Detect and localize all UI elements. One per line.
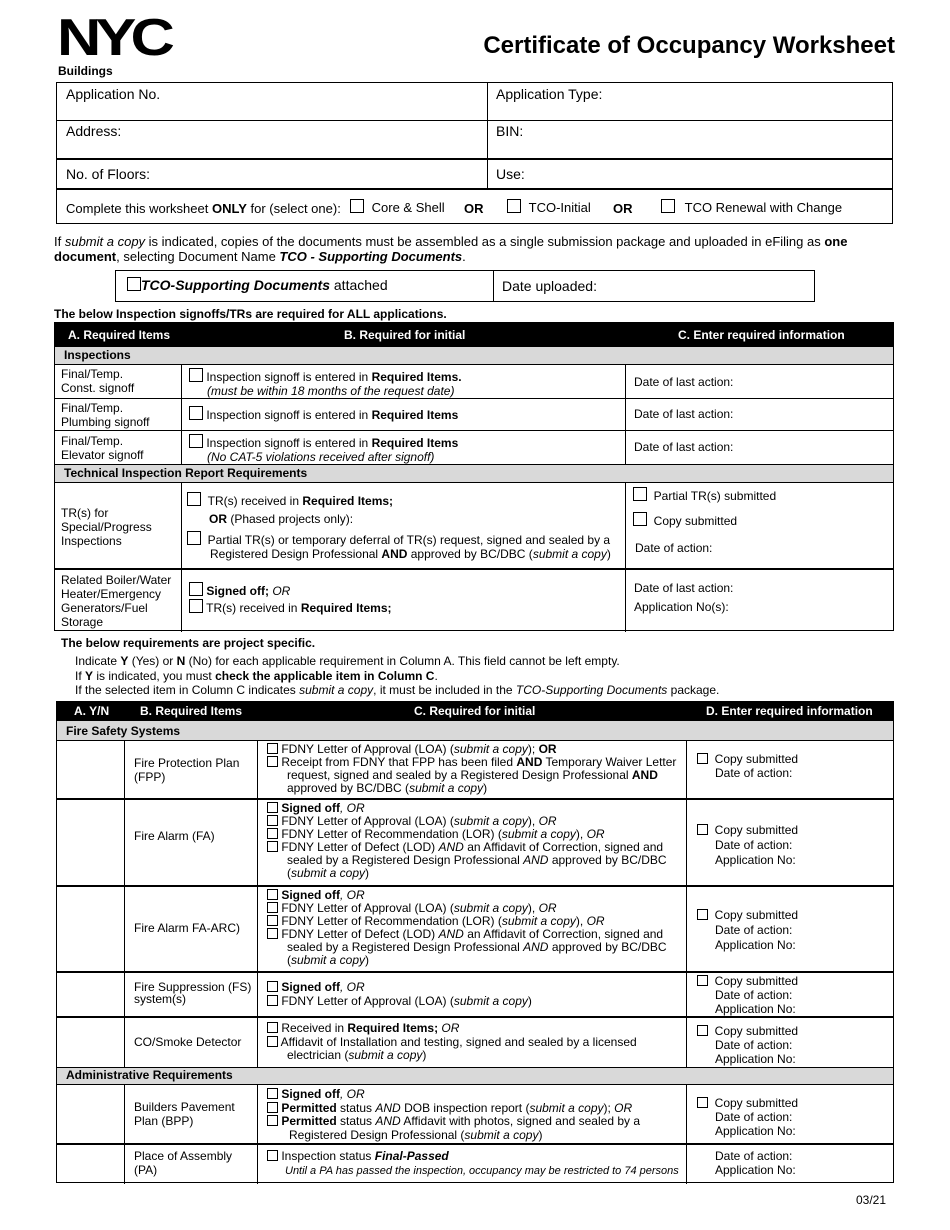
fa-requirement: Signed off, OR FDNY Letter of Approval (LOA) (submit a copy), OR FDNY Letter of Recommendation (LOR) (submit a copy), OR FDNY Letter of Defect (LOD) AND an Affidavit of Correction, signed and sealed by a Registered Design Professional AND approved by BC/DBC (submit a copy)	[267, 802, 667, 880]
col-c-header: C. Enter required information	[678, 328, 845, 342]
section2-instructions: Indicate Y (Yes) or N (No) for each applicable requirement in Column A. This field cannot be left empty. If Y is indicated, you must check the applicable item in Column C. If the selected item in Column C indicates submit a copy, it must be included in the TCO-Supporting Documents package.	[75, 654, 720, 697]
const-date-field[interactable]: Date of last action:	[634, 375, 734, 389]
yn-fa-field[interactable]	[59, 801, 122, 883]
bpp-date-field[interactable]: Date of action:	[715, 1110, 793, 1124]
col-initial-header: C. Required for initial	[414, 704, 536, 718]
faarc-lor-checkbox[interactable]	[267, 915, 278, 926]
faarc-loa-checkbox[interactable]	[267, 902, 278, 913]
supporting-docs-checkbox[interactable]	[127, 277, 141, 291]
tr-partial-checkbox[interactable]	[187, 531, 201, 545]
core-shell-label: Core & Shell	[371, 200, 445, 215]
logo-mark: NYC	[57, 9, 169, 67]
col-a-header: A. Required Items	[68, 328, 171, 342]
yn-fpp-field[interactable]	[59, 742, 122, 796]
tr-received-checkbox[interactable]	[187, 492, 201, 506]
fpp-date-field[interactable]: Date of action:	[715, 766, 793, 780]
pa-info	[715, 1149, 796, 1177]
inspections-section-label: Inspections	[64, 348, 131, 362]
co-affidavit-checkbox[interactable]	[267, 1036, 278, 1047]
submit-copy-note: If submit a copy is indicated, copies of the documents must be assembled as a single submission package and uploaded in eFiling as one document, selecting Document Name TCO - Supporting Documents.	[54, 234, 848, 264]
boiler-requirement: Signed off; OR TR(s) received in Required Items;	[189, 582, 392, 616]
floors-field[interactable]: No. of Floors:	[66, 166, 151, 182]
plumbing-signoff-label: Final/Temp. Plumbing signoff	[61, 401, 150, 429]
fs-copy-checkbox[interactable]	[697, 975, 708, 986]
col-info-header: D. Enter required information	[706, 704, 873, 718]
tr-copy-checkbox[interactable]	[633, 512, 647, 526]
worksheet-type-selector: Complete this worksheet ONLY for (select one):	[66, 201, 341, 216]
fpp-copy-checkbox[interactable]	[697, 753, 708, 764]
fpp-info: Copy submitted Date of action:	[697, 752, 798, 780]
tr-info: Partial TR(s) submitted Copy submitted Date of action:	[635, 489, 777, 555]
const-signoff-checkbox[interactable]	[189, 368, 203, 382]
fa-date-field[interactable]: Date of action:	[715, 838, 793, 852]
fire-safety-section-label: Fire Safety Systems	[66, 724, 181, 738]
faarc-info: Copy submitted Date of action: Application No:	[697, 908, 798, 953]
section1-intro: The below Inspection signoffs/TRs are required for ALL applications.	[54, 307, 447, 321]
tco-initial-checkbox[interactable]	[507, 199, 521, 213]
yn-pa-field[interactable]	[59, 1146, 122, 1181]
application-type-field[interactable]: Application Type:	[496, 86, 603, 102]
elevator-date-field[interactable]: Date of last action:	[634, 440, 734, 454]
boiler-date-field[interactable]: Date of last action:	[634, 581, 734, 595]
co-appno-field[interactable]: Application No:	[715, 1052, 796, 1066]
fa-info: Copy submitted Date of action: Application No:	[697, 823, 798, 868]
faarc-signed-checkbox[interactable]	[267, 889, 278, 900]
const-signoff-label: Final/Temp. Const. signoff	[61, 367, 135, 395]
bpp-requirement: Signed off, OR Permitted status AND DOB inspection report (submit a copy); OR Permitted status AND Affidavit with photos, signed and sealed by a Registered Design Professional (submit a copy)	[267, 1088, 640, 1142]
bpp-affidavit-checkbox[interactable]	[267, 1115, 278, 1126]
fa-signed-checkbox[interactable]	[267, 802, 278, 813]
revision-date: 03/21	[856, 1193, 887, 1207]
bpp-copy-checkbox[interactable]	[697, 1097, 708, 1108]
fa-label: Fire Alarm (FA)	[134, 829, 215, 843]
pa-status-checkbox[interactable]	[267, 1150, 278, 1161]
elevator-signoff-checkbox[interactable]	[189, 434, 203, 448]
col-items-header: B. Required Items	[140, 704, 243, 718]
fa-copy-checkbox[interactable]	[697, 824, 708, 835]
fpp-receipt-checkbox[interactable]	[267, 756, 278, 767]
fs-label: Fire Suppression (FS) system(s)	[134, 980, 252, 1006]
fpp-requirement: FDNY Letter of Approval (LOA) (submit a copy); OR Receipt from FDNY that FPP has been filed AND Temporary Waiver Letter request, signed and sealed by a Registered Design Professional AND approved by BC/DBC (submit a copy)	[267, 743, 676, 795]
co-date-field[interactable]: Date of action:	[715, 1038, 793, 1052]
yn-bpp-field[interactable]	[59, 1086, 122, 1141]
col-yn-header: A. Y/N	[74, 704, 110, 718]
address-field[interactable]: Address:	[66, 123, 122, 139]
logo-subtitle: Buildings	[58, 64, 113, 78]
tco-renewal-label: TCO Renewal with Change	[684, 200, 843, 215]
fs-date-field[interactable]: Date of action:	[715, 988, 793, 1002]
co-received-checkbox[interactable]	[267, 1022, 278, 1033]
faarc-label: Fire Alarm FA-ARC)	[134, 921, 241, 935]
project-specific-table	[56, 701, 894, 1183]
use-field[interactable]: Use:	[496, 166, 525, 182]
application-no-field[interactable]: Application No.	[66, 86, 161, 102]
nyc-logo	[57, 9, 175, 78]
elevator-signoff-label: Final/Temp. Elevator signoff	[61, 434, 144, 462]
co-info: Copy submitted Date of action: Application No:	[697, 1024, 798, 1066]
date-uploaded-field[interactable]: Date uploaded:	[502, 278, 597, 294]
fs-requirement: Signed off, OR FDNY Letter of Approval (LOA) (submit a copy)	[267, 980, 532, 1008]
or-label: OR	[464, 201, 484, 216]
tco-initial-label: TCO-Initial	[528, 200, 591, 215]
fa-lor-checkbox[interactable]	[267, 828, 278, 839]
tr-label: TR(s) for Special/Progress Inspections	[61, 506, 152, 548]
page-title: Certificate of Occupancy Worksheet	[483, 32, 895, 59]
pa-label: Place of Assembly (PA)	[134, 1149, 233, 1177]
section2-intro: The below requirements are project specific.	[61, 636, 316, 650]
bpp-info: Copy submitted Date of action: Application No:	[697, 1096, 798, 1138]
faarc-date-field[interactable]: Date of action:	[715, 923, 793, 937]
boiler-signed-checkbox[interactable]	[189, 582, 203, 596]
yn-fs-field[interactable]	[59, 974, 122, 1014]
tr-requirement: TR(s) received in Required Items; OR (Phased projects only): Partial TR(s) or temporary deferral of TR(s) request, signed and sealed by a Registered Design Professional AND approved by BC/DBC (submit a copy)	[187, 492, 611, 561]
fa-appno-field[interactable]: Application No:	[715, 853, 796, 867]
bpp-permitted-checkbox[interactable]	[267, 1102, 278, 1113]
pa-date-field[interactable]: Date of action:	[715, 1149, 793, 1163]
or-label: OR	[613, 201, 633, 216]
bpp-appno-field[interactable]: Application No:	[715, 1124, 796, 1138]
fa-lod-checkbox[interactable]	[267, 841, 278, 852]
boiler-tr-checkbox[interactable]	[189, 599, 203, 613]
fpp-label: Fire Protection Plan (FPP)	[134, 756, 240, 784]
boiler-label: Related Boiler/Water Heater/Emergency Generators/Fuel Storage	[61, 573, 172, 629]
partial-tr-checkbox[interactable]	[633, 487, 647, 501]
plumbing-date-field[interactable]: Date of last action:	[634, 407, 734, 421]
boiler-info	[634, 579, 733, 617]
fpp-loa-checkbox[interactable]	[267, 743, 278, 754]
faarc-copy-checkbox[interactable]	[697, 909, 708, 920]
top-form	[56, 82, 893, 224]
plumbing-signoff-checkbox[interactable]	[189, 406, 203, 420]
fs-signed-checkbox[interactable]	[267, 981, 278, 992]
faarc-requirement: Signed off, OR FDNY Letter of Approval (LOA) (submit a copy), OR FDNY Letter of Recommendation (LOR) (submit a copy), OR FDNY Letter of Defect (LOD) AND an Affidavit of Correction, signed and sealed by a Registered Design Professional AND approved by BC/DBC (submit a copy)	[267, 889, 667, 967]
supporting-docs-box: TCO-Supporting Documents attached Date uploaded:	[115, 270, 815, 302]
co-requirement: Received in Required Items; OR Affidavit of Installation and testing, signed and sealed by a licensed electrician (submit a copy)	[267, 1022, 637, 1063]
faarc-lod-checkbox[interactable]	[267, 928, 278, 939]
fs-loa-checkbox[interactable]	[267, 995, 278, 1006]
boiler-appno-field[interactable]: Application No(s):	[634, 600, 729, 614]
fs-appno-field[interactable]: Application No:	[715, 1002, 796, 1016]
elevator-signoff-requirement: Inspection signoff is entered in Required Items (No CAT-5 violations received after signoff)	[189, 434, 458, 464]
technical-section-label: Technical Inspection Report Requirements	[64, 466, 308, 480]
col-b-header: B. Required for initial	[344, 328, 466, 342]
required-signoffs-table	[54, 322, 894, 631]
fs-info: Copy submitted Date of action: Application No:	[697, 974, 798, 1016]
pa-appno-field[interactable]: Application No:	[715, 1163, 796, 1177]
plumbing-signoff-requirement: Inspection signoff is entered in Required Items	[189, 406, 458, 422]
const-signoff-requirement: Inspection signoff is entered in Required Items. (must be within 18 months of the request date)	[189, 368, 462, 398]
fa-loa-checkbox[interactable]	[267, 815, 278, 826]
yn-co-field[interactable]	[59, 1019, 122, 1065]
bpp-signed-checkbox[interactable]	[267, 1088, 278, 1099]
tco-renewal-checkbox[interactable]	[661, 199, 675, 213]
co-copy-checkbox[interactable]	[697, 1025, 708, 1036]
tr-date-field[interactable]: Date of action:	[635, 541, 713, 555]
yn-faarc-field[interactable]	[59, 888, 122, 969]
faarc-appno-field[interactable]: Application No:	[715, 938, 796, 952]
co-label: CO/Smoke Detector	[134, 1035, 242, 1049]
admin-section-label: Administrative Requirements	[66, 1068, 233, 1082]
bin-field[interactable]: BIN:	[496, 123, 524, 139]
bpp-label: Builders Pavement Plan (BPP)	[134, 1100, 235, 1128]
pa-requirement: Inspection status Final-Passed Until a PA has passed the inspection, occupancy may be restricted to 74 persons	[267, 1149, 679, 1179]
core-shell-checkbox[interactable]	[350, 199, 364, 213]
